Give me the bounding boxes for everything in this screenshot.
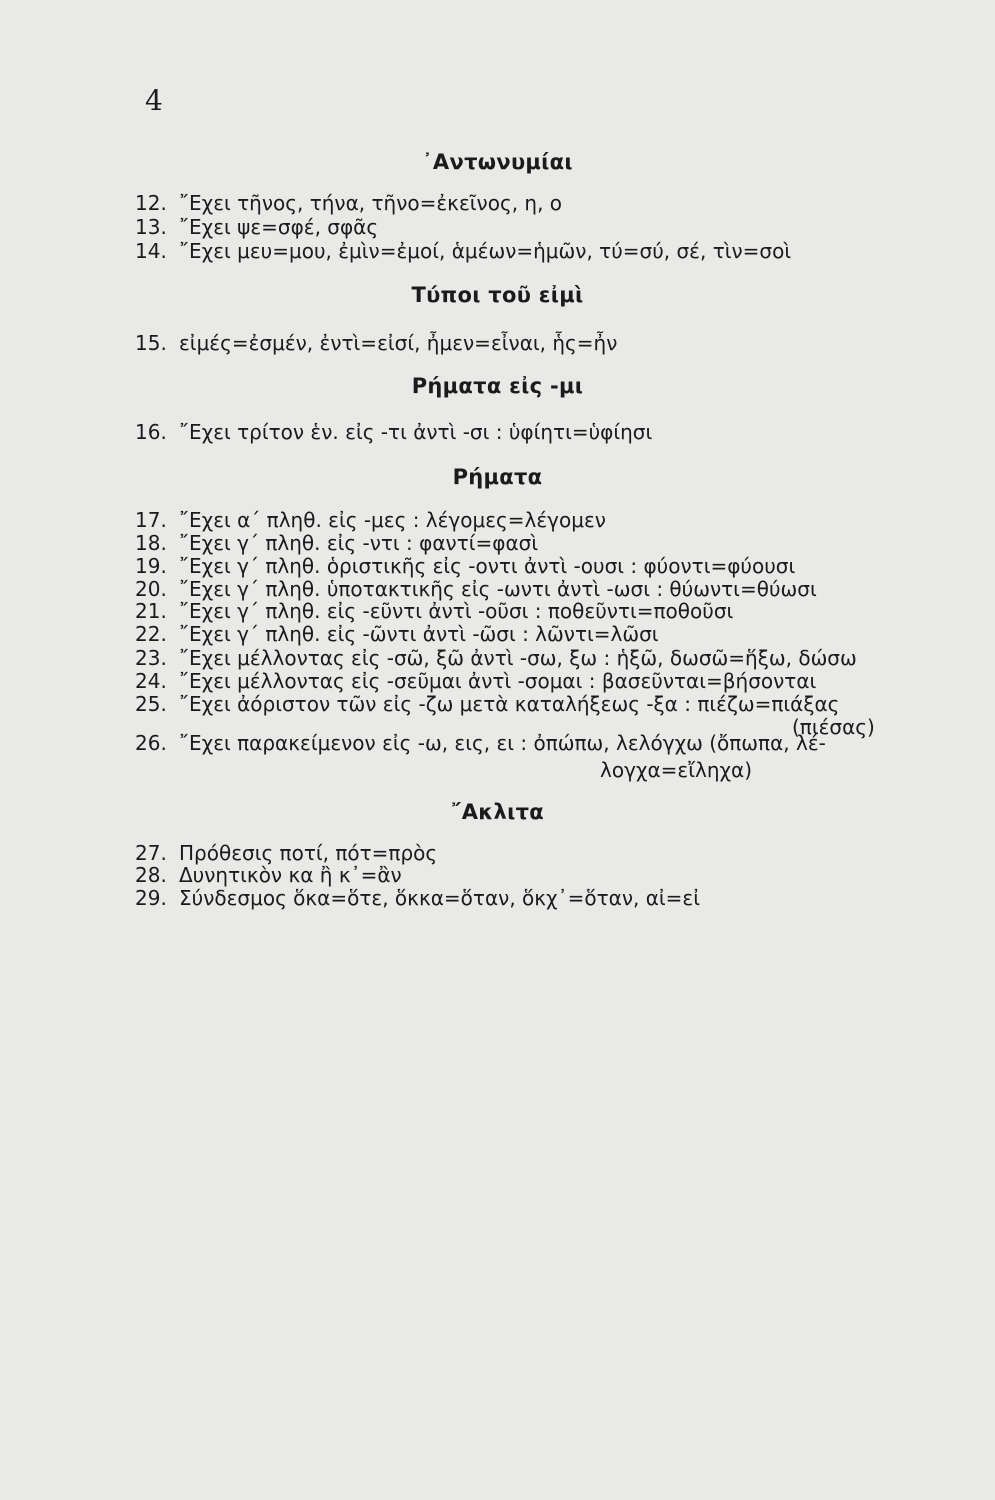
item-text: ῎Εχει τῆνος, τήνα, τῆνο=ἐκεῖνος, η, ο bbox=[179, 191, 563, 215]
item-text: ῎Εχει τρίτον ἑν. εἰς -τι ἀντὶ -σι : ὑφίητι=ὑφίησι bbox=[179, 420, 653, 444]
item-text: ῎Εχει μέλλοντας εἰς -σῶ, ξῶ ἀντὶ -σω, ξω : ἡξῶ, δωσῶ=ἥξω, δώσω bbox=[179, 646, 857, 670]
list-item bbox=[135, 885, 965, 911]
heading-mi-verbs: Ρήματα εἰς -μι bbox=[411, 374, 584, 398]
line-continuation: (πιέσας) bbox=[792, 715, 875, 739]
heading-pronouns: ᾿Αντωνυμίαι bbox=[422, 150, 573, 174]
item-number: 22. bbox=[135, 622, 167, 646]
item-text: ῎Εχει μευ=μου, ἐμὶν=ἐμοί, ἁμέων=ἡμῶν, τύ=σύ, σέ, τὶν=σοὶ bbox=[179, 239, 792, 263]
item-number: 19. bbox=[135, 554, 167, 578]
list-item bbox=[135, 330, 965, 356]
item-text: ῎Εχει παρακείμενον εἰς -ω, εις, ει : ὀπώπω, λελόγχω (ὄπωπα, λέ- bbox=[179, 731, 826, 755]
item-number: 15. bbox=[135, 331, 167, 355]
item-text: εἰμές=ἐσμέν, ἐντὶ=εἰσί, ἦμεν=εἶναι, ἧς=ἦν bbox=[179, 331, 618, 355]
item-number: 17. bbox=[135, 508, 167, 532]
item-number: 26. bbox=[135, 731, 167, 755]
item-text: ῎Εχει ἀόριστον τῶν εἰς -ζω μετὰ καταλήξεως -ξα : πιέζω=πιάξας bbox=[179, 692, 840, 716]
heading-eimi-forms: Τύποι τοῦ εἰμὶ bbox=[411, 283, 584, 307]
item-text: ῎Εχει ψε=σφέ, σφᾶς bbox=[179, 215, 379, 239]
list-item bbox=[135, 621, 965, 647]
item-text: ῎Εχει γ΄ πληθ. εἰς -ντι : φαντί=φασὶ bbox=[179, 531, 539, 555]
item-number: 12. bbox=[135, 191, 167, 215]
list-item bbox=[135, 214, 965, 240]
item-text: Πρόθεσις ποτί, πότ=πρὸς bbox=[179, 841, 438, 865]
item-number: 18. bbox=[135, 531, 167, 555]
list-item bbox=[135, 190, 965, 216]
item-text: ῎Εχει μέλλοντας εἰς -σεῦμαι ἀντὶ -σομαι : βασεῦνται=βήσονται bbox=[179, 669, 817, 693]
item-number: 24. bbox=[135, 669, 167, 693]
item-number: 13. bbox=[135, 215, 167, 239]
item-text: ῎Εχει γ΄ πληθ. εἰς -εῦντι ἀντὶ -οῦσι : ποθεῦντι=ποθοῦσι bbox=[179, 599, 734, 623]
item-text: Δυνητικὸν κα ἢ κ᾿=ἂν bbox=[179, 863, 402, 887]
heading-verbs: Ρήματα bbox=[452, 465, 543, 489]
item-number: 27. bbox=[135, 841, 167, 865]
heading-indeclinables: ῎Ακλιτα bbox=[450, 800, 545, 824]
item-number: 21. bbox=[135, 599, 167, 623]
item-number: 16. bbox=[135, 420, 167, 444]
item-text: Σύνδεσμος ὅκα=ὅτε, ὅκκα=ὅταν, ὅκχ᾿=ὅταν, αἰ=εἰ bbox=[179, 886, 700, 910]
list-item bbox=[135, 419, 965, 445]
item-number: 14. bbox=[135, 239, 167, 263]
item-number: 25. bbox=[135, 692, 167, 716]
item-text: ῎Εχει α΄ πληθ. εἰς -μες : λέγομες=λέγομεν bbox=[179, 508, 606, 532]
list-item bbox=[135, 730, 965, 756]
item-number: 28. bbox=[135, 863, 167, 887]
item-text: ῎Εχει γ΄ πληθ. ὑποτακτικῆς εἰς -ωντι ἀντὶ -ωσι : θύωντι=θύωσι bbox=[179, 577, 817, 601]
item-number: 20. bbox=[135, 577, 167, 601]
page-number: 4 bbox=[145, 84, 163, 117]
item-number: 29. bbox=[135, 886, 167, 910]
item-text: ῎Εχει γ΄ πληθ. ὁριστικῆς εἰς -οντι ἀντὶ -ουσι : φύοντι=φύουσι bbox=[179, 554, 796, 578]
item-text: ῎Εχει γ΄ πληθ. εἰς -ῶντι ἀντὶ -ῶσι : λῶντι=λῶσι bbox=[179, 622, 659, 646]
item-number: 23. bbox=[135, 646, 167, 670]
line-continuation: λογχα=εἴληχα) bbox=[600, 758, 753, 782]
list-item bbox=[135, 238, 965, 264]
